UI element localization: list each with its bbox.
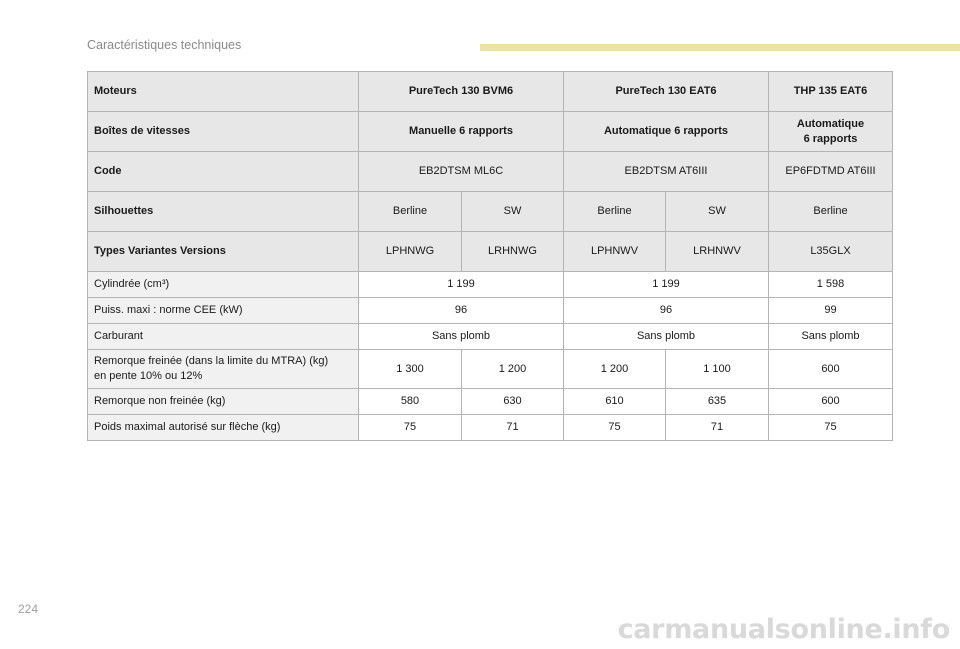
table-cell: 1 199 [564,272,769,298]
table-cell: EP6FDTMD AT6III [769,152,893,192]
table-row [88,72,893,112]
table-cell: 600 [769,389,893,415]
table-row [88,298,893,324]
table-row [88,232,893,272]
table-cell: LRHNWV [666,232,769,272]
table-cell: PureTech 130 BVM6 [359,72,564,112]
table-cell: 75 [359,415,462,441]
row-label: Silhouettes [88,192,359,232]
table-row [88,350,893,389]
table-cell: 1 200 [462,350,564,389]
table-cell: Sans plomb [769,324,893,350]
table-cell: 1 100 [666,350,769,389]
table-cell: 96 [359,298,564,324]
table-cell: 75 [769,415,893,441]
table-row [88,192,893,232]
row-label: Remorque freinée (dans la limite du MTRA) (kg) en pente 10% ou 12% [88,350,359,389]
specifications-table [87,71,893,441]
table-row [88,415,893,441]
table-cell: Sans plomb [564,324,769,350]
table-cell: LRHNWG [462,232,564,272]
table-cell: SW [666,192,769,232]
table-cell: LPHNWG [359,232,462,272]
row-label: Code [88,152,359,192]
table-cell: 580 [359,389,462,415]
table-cell: 99 [769,298,893,324]
table-cell: EB2DTSM ML6C [359,152,564,192]
row-label: Boîtes de vitesses [88,112,359,152]
section-title-rule [480,44,960,51]
table-cell: 1 200 [564,350,666,389]
table-cell: 71 [462,415,564,441]
table-cell: Automatique 6 rapports [769,112,893,152]
row-label: Types Variantes Versions [88,232,359,272]
row-label: Cylindrée (cm³) [88,272,359,298]
table-cell: 75 [564,415,666,441]
table-cell: Berline [359,192,462,232]
table-cell: Manuelle 6 rapports [359,112,564,152]
table-cell: EB2DTSM AT6III [564,152,769,192]
table-row [88,112,893,152]
table-cell: 610 [564,389,666,415]
table-cell: SW [462,192,564,232]
table-cell: 630 [462,389,564,415]
table-cell: L35GLX [769,232,893,272]
watermark: carmanualsonline.info [617,614,950,645]
table-cell: Automatique 6 rapports [564,112,769,152]
table-cell: 96 [564,298,769,324]
row-label: Carburant [88,324,359,350]
table-row [88,272,893,298]
table-cell: 600 [769,350,893,389]
table-cell: 71 [666,415,769,441]
table-cell: 635 [666,389,769,415]
table-cell: Sans plomb [359,324,564,350]
row-label: Puiss. maxi : norme CEE (kW) [88,298,359,324]
table-cell: 1 300 [359,350,462,389]
section-title: Caractéristiques techniques [87,38,242,52]
row-label: Moteurs [88,72,359,112]
table-row [88,152,893,192]
row-label: Remorque non freinée (kg) [88,389,359,415]
table-cell: Berline [564,192,666,232]
table-cell: 1 598 [769,272,893,298]
table-cell: THP 135 EAT6 [769,72,893,112]
row-label: Poids maximal autorisé sur flèche (kg) [88,415,359,441]
table-row [88,389,893,415]
table-cell: 1 199 [359,272,564,298]
table-cell: LPHNWV [564,232,666,272]
table-cell: PureTech 130 EAT6 [564,72,769,112]
table-row [88,324,893,350]
table-cell: Berline [769,192,893,232]
page-number: 224 [18,602,39,616]
